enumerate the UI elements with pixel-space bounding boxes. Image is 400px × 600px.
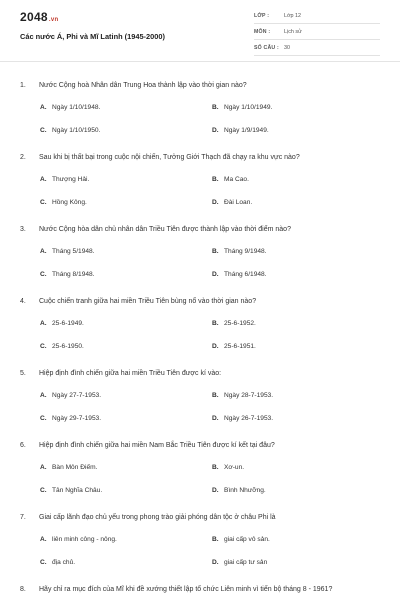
option-letter: B.	[212, 536, 219, 543]
option-text: Tháng 8/1948.	[52, 271, 95, 278]
option-text: Tháng 9/1948.	[224, 248, 267, 255]
option-d[interactable]	[212, 127, 269, 134]
question-number: 2.	[20, 154, 26, 161]
option-a[interactable]	[40, 248, 95, 255]
option-text: Hồng Kông.	[52, 199, 87, 206]
question-body: Hiệp định đình chiến giữa hai miền Nam Bắc Triều Tiên được kí kết tại đâu?	[39, 442, 275, 449]
question-list	[0, 76, 400, 600]
option-a[interactable]	[40, 320, 84, 327]
question-text	[20, 154, 390, 161]
option-c[interactable]	[40, 415, 101, 422]
option-a[interactable]	[40, 176, 89, 183]
option-d[interactable]	[212, 415, 273, 422]
option-b[interactable]	[212, 392, 273, 399]
meta-row-class	[254, 10, 380, 24]
option-text: Ma Cao.	[224, 176, 249, 183]
option-a[interactable]	[40, 536, 117, 543]
question-item	[0, 508, 400, 580]
meta-row-subject	[254, 26, 380, 40]
option-letter: A.	[40, 248, 47, 255]
question-text	[20, 514, 390, 521]
option-text: địa chủ.	[52, 559, 76, 566]
question-body: Sau khi bị thất bại trong cuộc nội chiến, Tưởng Giới Thạch đã chạy ra khu vực nào?	[39, 154, 300, 161]
question-item	[0, 148, 400, 220]
question-number: 8.	[20, 586, 26, 593]
question-body: Nước Cộng hòa dân chủ nhân dân Triều Tiên được thành lập vào thời điểm nào?	[39, 226, 291, 233]
option-letter: B.	[212, 176, 219, 183]
question-body: Giai cấp lãnh đạo chủ yếu trong phong trào giải phóng dân tộc ở châu Phi là	[39, 514, 276, 521]
option-b[interactable]	[212, 176, 249, 183]
question-body: Hãy chỉ ra mục đích của Mĩ khi đề xướng thiết lập tổ chức Liên minh vì tiến bộ tháng 8 - 1961?	[39, 586, 333, 593]
option-text: Ngày 1/10/1950.	[52, 127, 101, 134]
meta-label: MÔN :	[254, 29, 271, 35]
option-text: Ngày 26-7-1953.	[224, 415, 274, 422]
option-c[interactable]	[40, 559, 75, 566]
question-text	[20, 442, 390, 449]
option-letter: D.	[212, 127, 219, 134]
option-letter: C.	[40, 127, 47, 134]
question-item	[0, 436, 400, 508]
option-b[interactable]	[212, 464, 244, 471]
option-text: Đài Loan.	[224, 199, 253, 206]
option-b[interactable]	[212, 536, 270, 543]
option-a[interactable]	[40, 392, 101, 399]
question-number: 5.	[20, 370, 26, 377]
option-c[interactable]	[40, 343, 84, 350]
option-letter: D.	[212, 415, 219, 422]
meta-label: LỚP :	[254, 13, 270, 19]
question-text	[20, 226, 390, 233]
option-text: Tân Nghĩa Châu.	[52, 487, 103, 494]
option-text: Bình Nhưỡng.	[224, 487, 266, 494]
logo-suffix: .vn	[48, 17, 59, 23]
option-text: Ngày 27-7-1953.	[52, 392, 102, 399]
question-item	[0, 76, 400, 148]
option-b[interactable]	[212, 248, 267, 255]
option-letter: B.	[212, 464, 219, 471]
option-text: 25-6-1949.	[52, 320, 84, 327]
question-number: 6.	[20, 442, 26, 449]
option-letter: B.	[212, 320, 219, 327]
option-letter: D.	[212, 271, 219, 278]
option-letter: D.	[212, 343, 219, 350]
document-header	[0, 0, 400, 62]
question-item	[0, 220, 400, 292]
question-body: Nước Cộng hoà Nhân dân Trung Hoa thành lập vào thời gian nào?	[39, 82, 247, 89]
option-c[interactable]	[40, 487, 102, 494]
logo-text: 2048	[20, 10, 48, 24]
meta-value: Lớp 12	[284, 13, 302, 19]
option-text: Tháng 5/1948.	[52, 248, 95, 255]
option-d[interactable]	[212, 487, 266, 494]
option-letter: A.	[40, 104, 47, 111]
question-number: 7.	[20, 514, 26, 521]
document-title: Các nước Á, Phi và Mĩ Latinh (1945-2000)	[20, 32, 165, 41]
meta-row-count	[254, 42, 380, 56]
option-letter: D.	[212, 559, 219, 566]
option-c[interactable]	[40, 199, 87, 206]
question-body: Cuộc chiến tranh giữa hai miền Triều Tiên bùng nổ vào thời gian nào?	[39, 298, 257, 305]
option-text: Ngày 28-7-1953.	[224, 392, 274, 399]
option-letter: B.	[212, 248, 219, 255]
option-text: Tháng 6/1948.	[224, 271, 267, 278]
option-text: 25-6-1950.	[52, 343, 84, 350]
question-text	[20, 370, 390, 377]
option-letter: D.	[212, 199, 219, 206]
option-letter: A.	[40, 536, 47, 543]
option-letter: C.	[40, 343, 47, 350]
question-number: 3.	[20, 226, 26, 233]
option-text: Ngày 1/10/1948.	[52, 104, 101, 111]
option-text: giai cấp tư sản	[224, 559, 268, 566]
option-letter: C.	[40, 487, 47, 494]
option-text: Ngày 29-7-1953.	[52, 415, 102, 422]
option-c[interactable]	[40, 271, 95, 278]
option-text: Bàn Môn Điếm.	[52, 464, 98, 471]
option-text: Ngày 1/10/1949.	[224, 104, 273, 111]
question-text	[20, 298, 390, 305]
document-meta	[254, 10, 380, 58]
option-b[interactable]	[212, 320, 256, 327]
question-item	[0, 364, 400, 436]
option-text: 25-6-1952.	[224, 320, 256, 327]
option-text: 25-6-1951.	[224, 343, 256, 350]
option-letter: A.	[40, 176, 47, 183]
option-d[interactable]	[212, 343, 256, 350]
option-text: Xơ-un.	[224, 464, 245, 471]
option-letter: C.	[40, 271, 47, 278]
question-text	[20, 82, 390, 89]
option-letter: D.	[212, 487, 219, 494]
option-text: liên minh công - nông.	[52, 536, 117, 543]
meta-value: 30	[284, 45, 290, 51]
option-letter: A.	[40, 464, 47, 471]
option-letter: A.	[40, 392, 47, 399]
site-logo[interactable]	[20, 10, 58, 24]
option-d[interactable]	[212, 559, 267, 566]
option-text: Ngày 1/9/1949.	[224, 127, 269, 134]
question-text	[20, 586, 390, 593]
option-text: Thượng Hải.	[52, 176, 90, 183]
question-number: 1.	[20, 82, 26, 89]
option-letter: C.	[40, 415, 47, 422]
question-body: Hiệp định đình chiến giữa hai miền Triều Tiên được kí vào:	[39, 370, 222, 377]
option-letter: A.	[40, 320, 47, 327]
option-letter: C.	[40, 559, 47, 566]
meta-value: Lịch sử	[284, 29, 302, 35]
option-a[interactable]	[40, 104, 100, 111]
option-letter: C.	[40, 199, 47, 206]
option-letter: B.	[212, 104, 219, 111]
option-text: giai cấp vô sản.	[224, 536, 270, 543]
meta-label: SỐ CÂU :	[254, 45, 279, 51]
option-a[interactable]	[40, 464, 97, 471]
option-b[interactable]	[212, 104, 272, 111]
option-d[interactable]	[212, 199, 252, 206]
question-number: 4.	[20, 298, 26, 305]
option-letter: B.	[212, 392, 219, 399]
question-item	[0, 580, 400, 600]
option-d[interactable]	[212, 271, 267, 278]
question-item	[0, 292, 400, 364]
option-c[interactable]	[40, 127, 100, 134]
